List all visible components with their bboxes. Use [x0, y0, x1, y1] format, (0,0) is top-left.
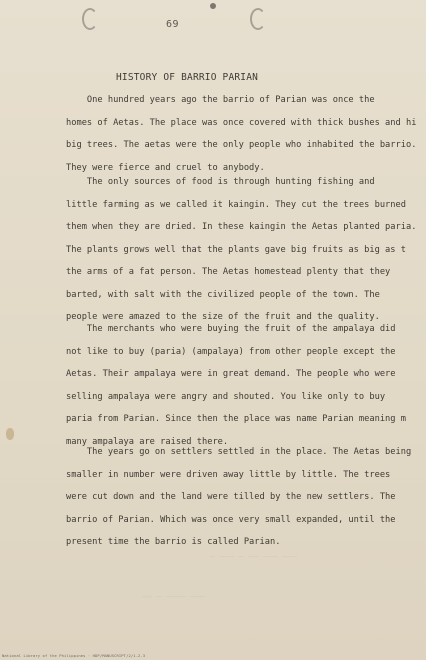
- text-line: barrio of Parian. Which was once very small expanded, until the: [66, 514, 396, 525]
- text-line: The years go on settlers settled in the place. The Aetas being: [66, 447, 412, 457]
- text-line: not like to buy (paria) (ampalaya) from other people except the: [66, 346, 396, 357]
- margin-stain: [6, 428, 14, 440]
- text-line: Aetas. Their ampalaya were in great demand. The people who were: [66, 369, 396, 379]
- right-punch-hole-icon: [250, 8, 266, 30]
- text-line: little farming as we called it kaingin. They cut the trees burned: [66, 199, 406, 210]
- text-line: homes of Aetas. The place was once covered with thick bushes and hi: [66, 117, 417, 128]
- library-footer: National Library of the Philippines · HDP/MANUSCRIPT/2/1-2-3: [2, 653, 146, 658]
- staple-mark: [210, 3, 216, 9]
- text-line: The merchants who were buying the fruit of the ampalaya did: [66, 324, 396, 334]
- document-title: HISTORY OF BARRIO PARIAN: [116, 72, 259, 83]
- text-line: present time the barrio is called Parian.: [66, 537, 281, 547]
- text-line: barted, with salt with the civilized people of the town. The: [66, 289, 380, 300]
- text-line: smaller in number were driven away little by little. The trees: [66, 469, 391, 480]
- text-line: One hundred years ago the barrio of Parian was once the: [66, 95, 375, 105]
- text-line: were cut down and the land were tilled by the new settlers. The: [66, 492, 396, 502]
- faded-reverse-text-2: —— — ———— ———: [142, 592, 205, 601]
- text-line: them when they are dried. In these kaingin the Aetas planted paria.: [66, 222, 417, 232]
- text-line: They were fierce and cruel to anybody.: [66, 162, 265, 173]
- paragraph-4: [66, 441, 412, 554]
- text-line: the arms of a fat person. The Aetas homestead plenty that they: [66, 267, 391, 277]
- text-line: selling ampalaya were angry and shouted. You like only to buy: [66, 391, 386, 402]
- page-number: 69: [166, 19, 180, 30]
- paragraph-3: [66, 318, 406, 453]
- text-line: people were amazed to the size of the fruit and the quality.: [66, 312, 380, 322]
- text-line: paria from Parian. Since then the place was name Parian meaning m: [66, 414, 406, 424]
- paragraph-1: [66, 89, 417, 179]
- text-line: many ampalaya are raised there.: [66, 436, 229, 447]
- paragraph-2: [66, 171, 417, 329]
- left-punch-hole-icon: [82, 8, 98, 30]
- faded-reverse-text-1: — ——— — —— ——— ———: [210, 552, 297, 561]
- text-line: The only sources of food is through hunting fishing and: [66, 177, 375, 187]
- text-line: big trees. The aetas were the only people who inhabited the barrio.: [66, 140, 417, 150]
- text-line: The plants grows well that the plants gave big fruits as big as t: [66, 244, 406, 255]
